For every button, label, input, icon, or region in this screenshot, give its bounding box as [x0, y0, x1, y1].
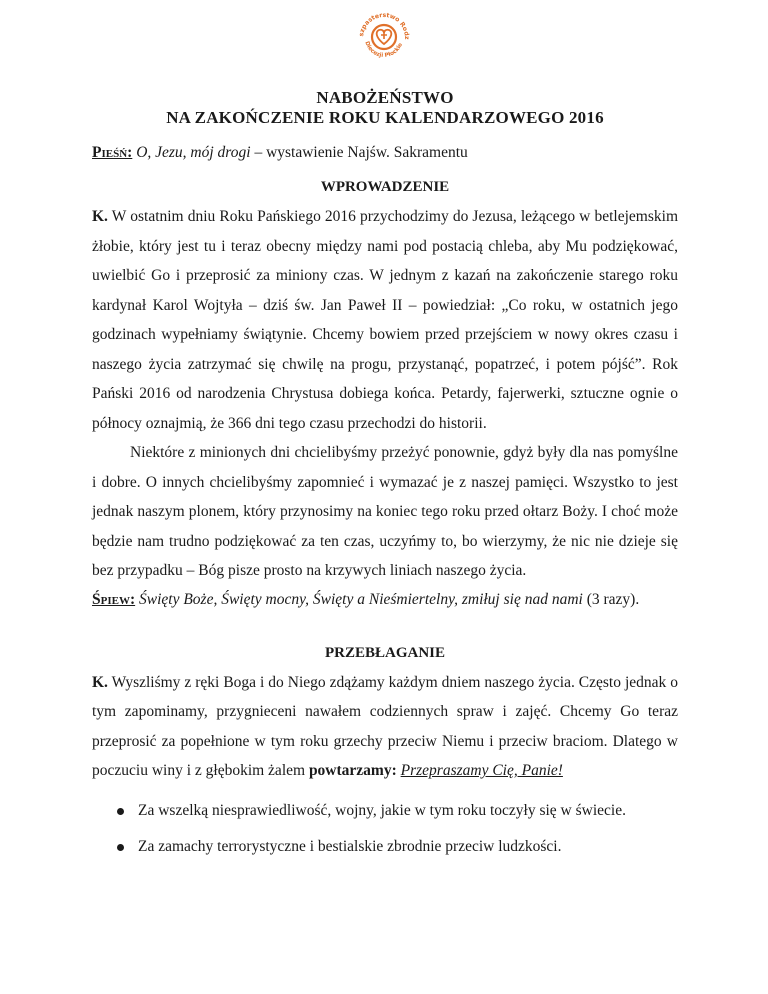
- document-body: [92, 88, 678, 872]
- heading-atonement: PRZEBŁAGANIE: [324, 644, 446, 661]
- bullet-icon: [117, 808, 124, 815]
- song-title: O, Jezu, mój drogi: [136, 144, 251, 161]
- song-rest: – wystawienie Najśw. Sakramentu: [250, 144, 468, 161]
- list-item: [92, 836, 678, 858]
- atonement-paragraph: [92, 668, 678, 786]
- title-line-2: NA ZAKOŃCZENIE ROKU KALENDARZOWEGO 2016: [166, 108, 604, 127]
- atonement-text: Wyszliśmy z ręki Boga i do Niego zdążamy każdym dniem naszego życia. Często jednak o tym zapominamy, przygnieceni nawałem codziennych spraw i zajęć. Chcemy Go teraz przeprosić za popełnione w tym roku grzechy przeciw Niemu i przeciw braciom. Dlatego w poczuciu winy i z głębokim żalem: [92, 673, 678, 779]
- repeat-label: powtarzamy:: [308, 762, 397, 779]
- diocese-logo: [357, 8, 411, 64]
- chant-rest: (3 razy).: [582, 590, 640, 608]
- logo-text-bottom: Diecezji Płockie: [363, 40, 404, 59]
- intro-paragraph-1: [92, 202, 678, 438]
- response-text: Przepraszamy Cię, Panie!: [400, 762, 563, 779]
- speaker-label-2: K.: [92, 673, 108, 691]
- song-label: Pieśń:: [92, 144, 133, 161]
- title-line-1: NABOŻEŃSTWO: [316, 88, 454, 107]
- petition-text: Za zamachy terrorystyczne i bestialskie zbrodnie przeciw ludzkości.: [138, 837, 562, 855]
- logo-emblem: [357, 8, 411, 64]
- chant: [92, 588, 678, 612]
- list-item: [92, 800, 678, 822]
- intro-paragraph-2: Niektóre z minionych dni chcielibyśmy przeżyć ponownie, gdyż były dla nas pomyślne i dobre. O innych chcielibyśmy zapomnieć i wymazać je z naszej pamięci. Wszystko to jest jednak naszym plonem, który przynosimy na koniec tego roku przed ołtarz Boży. I choć może będzie nam trudno podziękować za ten czas, uczyńmy to, bo wierzymy, że nic nie dzieje się bez przypadku – Bóg pisze prosto na krzywych liniach naszego życia.: [92, 444, 678, 579]
- heading-introduction: WPROWADZENIE: [320, 179, 450, 195]
- petition-list: [92, 800, 678, 858]
- bullet-icon: [117, 844, 124, 851]
- intro-text-1: W ostatnim dniu Roku Pańskiego 2016 przychodzimy do Jezusa, leżącego w betlejemskim żłobie, który jest tu i teraz obecny między nami pod postacią chleba, aby Mu podziękować, uwielbić Go i przeprosić za miniony czas. W jednym z kazań na zakończenie starego roku kardynał Karol Wojtyła – dziś św. Jan Paweł II – powiedział: „Co roku, w ostatnich jego godzinach wypełniamy świątynie. Chcemy bowiem przed przejściem w nowy okres czasu i naszego życia zatrzymać się chwilę na progu, przystanąć, popatrzeć, i potem pójść”. Rok Pański 2016 od narodzenia Chrystusa dobiega końca. Petardy, fajerwerki, sztuczne ognie o północy oznajmią, że 366 dni tego czasu przechodzi do historii.: [92, 208, 678, 432]
- logo-text-top: szpasterstwo Rodz: [358, 11, 411, 40]
- opening-song: [92, 142, 678, 164]
- petition-text: Za wszelką niesprawiedliwość, wojny, jakie w tym roku toczyły się w świecie.: [138, 801, 626, 819]
- document-title: [92, 88, 678, 128]
- chant-text: Święty Boże, Święty mocny, Święty a Nieśmiertelny, zmiłuj się nad nami: [139, 590, 583, 608]
- chant-label: Śpiew:: [92, 590, 136, 608]
- speaker-label: K.: [92, 208, 108, 225]
